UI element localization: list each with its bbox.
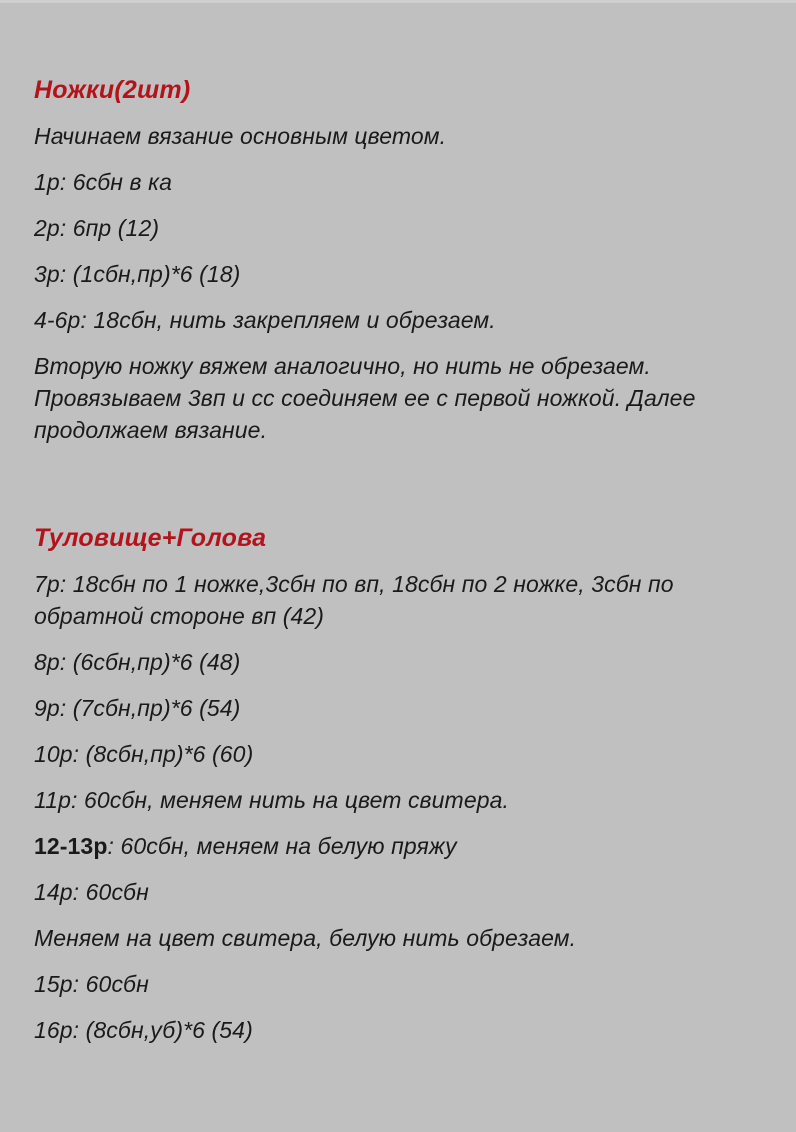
pattern-line: 1р: 6сбн в ка [34, 169, 172, 195]
row-range-label: 12-13р [34, 833, 108, 859]
pattern-line: 10р: (8сбн,пр)*6 (60) [34, 741, 254, 767]
pattern-line: 2р: 6пр (12) [34, 215, 160, 241]
row-instruction: : 60сбн, меняем на белую пряжу [107, 833, 457, 859]
pattern-line: 8р: (6сбн,пр)*6 (48) [34, 649, 241, 675]
pattern-line: 14р: 60сбн [34, 879, 149, 905]
section-body-head [34, 522, 764, 1046]
pattern-line: Меняем на цвет свитера, белую нить обрезаем. [34, 925, 577, 951]
section-title-legs: Ножки(2шт) [34, 76, 191, 104]
pattern-line: 9р: (7сбн,пр)*6 (54) [34, 695, 241, 721]
top-edge-divider [0, 0, 796, 3]
pattern-line: обратной стороне вп (42) [34, 603, 325, 629]
pattern-paragraph [34, 350, 764, 446]
pattern-line: Начинаем вязание основным цветом. [34, 123, 447, 149]
pattern-line [34, 830, 764, 862]
pattern-paragraph [34, 568, 764, 632]
pattern-line: 15р: 60сбн [34, 971, 149, 997]
pattern-line: 11р: 60сбн, меняем нить на цвет свитера. [34, 787, 509, 813]
pattern-line: 16р: (8сбн,уб)*6 (54) [34, 1017, 253, 1043]
section-title-body-head: Туловище+Голова [34, 524, 267, 552]
pattern-line: Вторую ножку вяжем аналогично, но нить не обрезаем. [34, 353, 651, 379]
pattern-line: 3р: (1сбн,пр)*6 (18) [34, 261, 241, 287]
pattern-line: продолжаем вязание. [34, 417, 268, 443]
pattern-line: Провязываем 3вп и сс соединяем ее с первой ножкой. Далее [34, 385, 696, 411]
pattern-line: 7р: 18сбн по 1 ножке,3сбн по вп, 18сбн по 2 ножке, 3сбн по [34, 571, 674, 597]
pattern-line: 4-6р: 18сбн, нить закрепляем и обрезаем. [34, 307, 496, 333]
pattern-document [34, 74, 764, 1046]
